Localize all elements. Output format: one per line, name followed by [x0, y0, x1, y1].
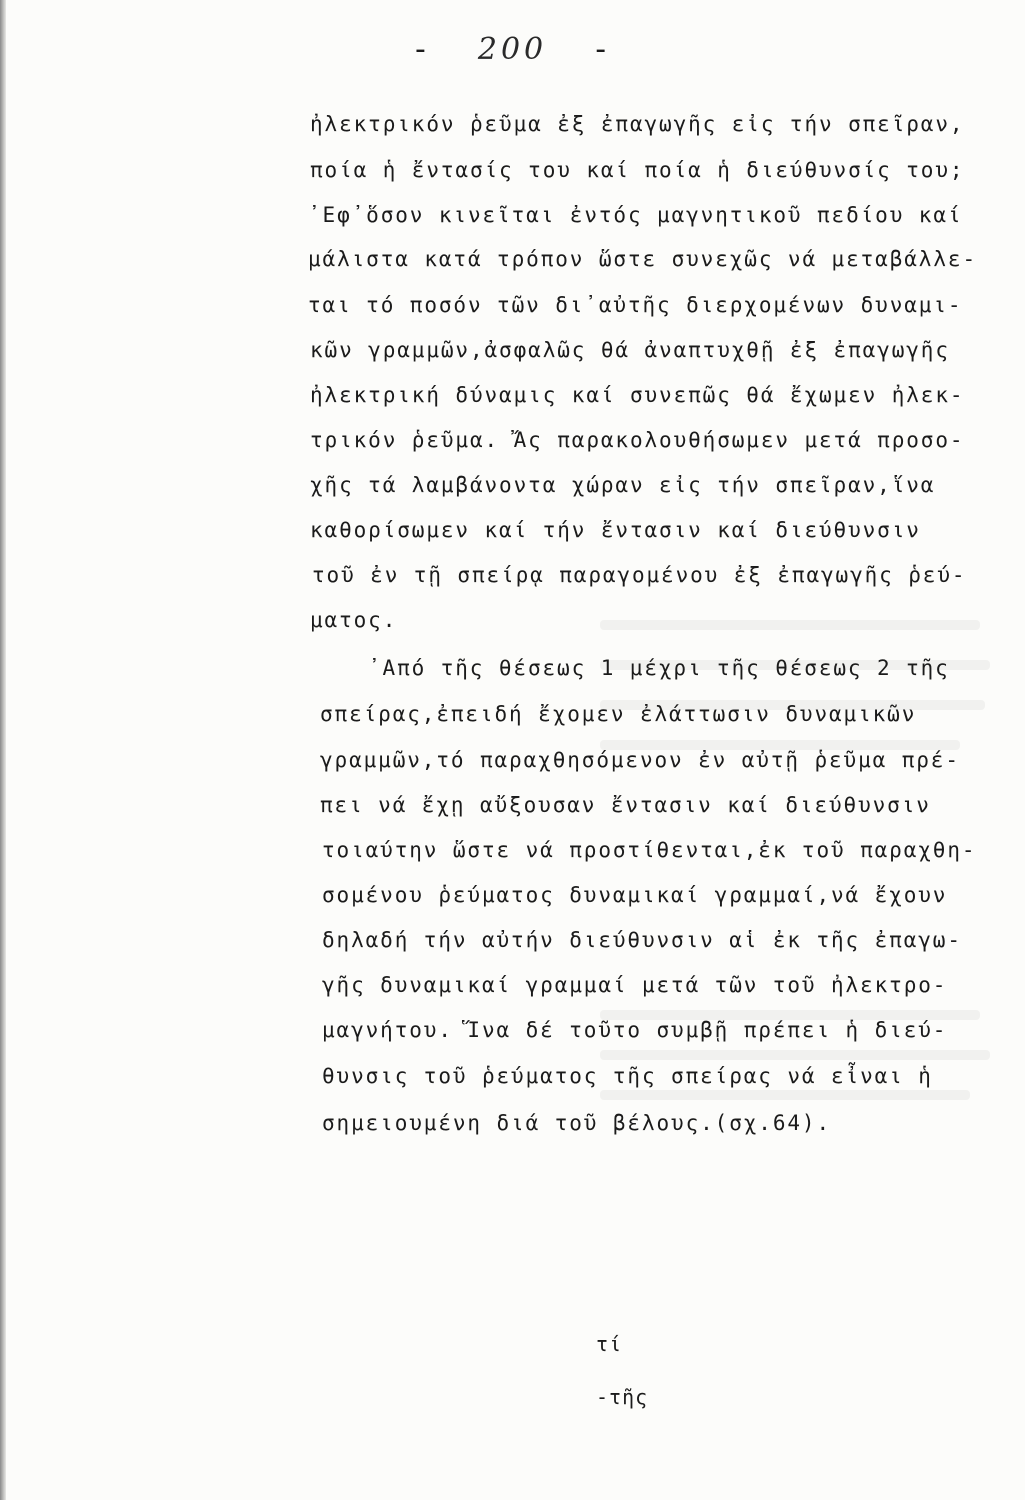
text-line: σομένου ῥεύματος δυναμικαί γραμμαί,νά ἔχουν [322, 883, 948, 907]
show-through-line [600, 1090, 970, 1100]
page-left-edge [0, 0, 6, 1500]
page-number [0, 32, 1025, 67]
text-line: γραμμῶν,τό παραχθησόμενον ἐν αὐτῇ ῥεῦμα πρέ- [320, 748, 960, 772]
text-line: τρικόν ῥεῦμα. Ἄς παρακολουθήσωμεν μετά προσο- [310, 428, 965, 452]
show-through-line [600, 620, 980, 630]
text-line: κῶν γραμμῶν,ἀσφαλῶς θά ἀναπτυχθῇ ἐξ ἐπαγωγῆς [310, 338, 950, 362]
text-line: σημειουμένη διά τοῦ βέλους.(σχ.64). [322, 1111, 832, 1135]
text-line: ποία ἡ ἔντασίς του καί ποία ἡ διεύθυνσίς του; [310, 158, 965, 182]
text-line: ἠλεκτρικόν ῥεῦμα ἐξ ἐπαγωγῆς εἰς τήν σπεῖραν, [310, 112, 965, 136]
page-number-dash-right: - [595, 32, 611, 67]
text-line: πει νά ἔχῃ αὔξουσαν ἔντασιν καί διεύθυνσιν [320, 793, 931, 817]
text-line: τοιαύτην ὥστε νά προστίθενται,ἐκ τοῦ παραχθη- [322, 838, 977, 862]
text-line: ἠλεκτρική δύναμις καί συνεπῶς θά ἔχωμεν ἠλεκ- [310, 383, 965, 407]
text-line: ματος. [310, 608, 398, 632]
text-line: ᾿Εφ᾿ὅσον κινεῖται ἐντός μαγνητικοῦ πεδίου καί [308, 203, 963, 227]
text-line: δηλαδή τήν αὐτήν διεύθυνσιν αἱ ἐκ τῆς ἐπαγω- [322, 928, 962, 952]
text-line: ᾿Από τῆς θέσεως 1 μέχρι τῆς θέσεως 2 τῆς [368, 656, 950, 680]
text-line: τοῦ ἐν τῇ σπείρᾳ παραγομένου ἐξ ἐπαγωγῆς ῥεύ- [312, 563, 967, 587]
text-line: καθορίσωμεν καί τήν ἔντασιν καί διεύθυνσιν [310, 518, 921, 542]
catchword: τί [596, 1332, 623, 1356]
reverse-side-show-through [600, 610, 1000, 1130]
show-through-line [600, 1050, 990, 1060]
text-line: γῆς δυναμικαί γραμμαί μετά τῶν τοῦ ἠλεκτρο- [322, 973, 948, 997]
page-number-dash-left: - [414, 32, 430, 67]
catchword: -τῆς [596, 1385, 649, 1409]
text-line: θυνσις τοῦ ῥεύματος τῆς σπείρας νά εἶναι ἡ [322, 1064, 933, 1088]
text-line: μάλιστα κατά τρόπον ὥστε συνεχῶς νά μεταβάλλε- [308, 247, 977, 271]
text-line: σπείρας,ἐπειδή ἔχομεν ἐλάττωσιν δυναμικῶν [320, 702, 917, 726]
text-line: χῆς τά λαμβάνοντα χώραν εἰς τήν σπεῖραν,ἵνα [310, 473, 936, 497]
page-number-value: 200 [477, 32, 548, 67]
text-line: ται τό ποσόν τῶν δι᾿αὐτῆς διερχομένων δυναμι- [308, 293, 963, 317]
text-line: μαγνήτου. Ἵνα δέ τοῦτο συμβῇ πρέπει ἡ διεύ- [322, 1018, 948, 1042]
